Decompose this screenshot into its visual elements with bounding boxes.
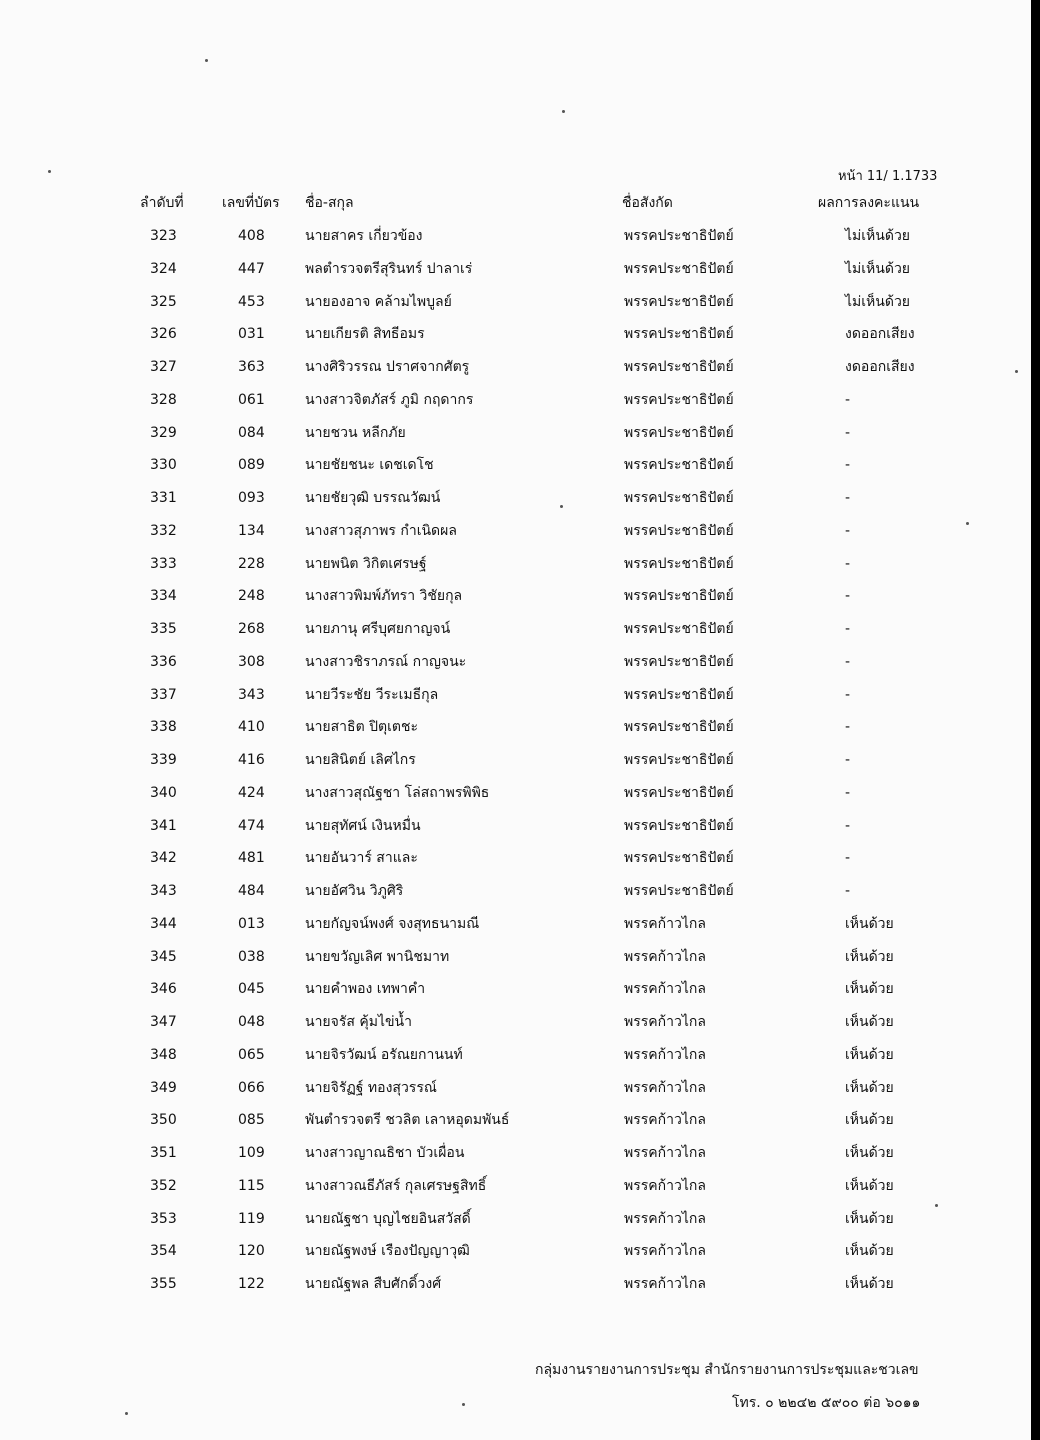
member-name: นายอันวาร์ สาและ [305, 850, 418, 867]
table-row [0, 323, 1031, 345]
vote-result: เห็นด้วย [845, 1079, 894, 1096]
party-name: พรรคก้าวไกล [624, 915, 706, 932]
card-number: 061 [238, 391, 265, 408]
member-name: นางสาวสุณัฐชา โล่สถาพรพิพิธ [305, 784, 490, 801]
member-name: นางสาวจิตภัสร์ ภูมิ กฤดากร [305, 391, 474, 408]
party-name: พรรคก้าวไกล [624, 1210, 706, 1227]
member-name: นายองอาจ คล้ามไพบูลย์ [305, 293, 452, 310]
header-vote-result: ผลการลงคะแนน [818, 195, 920, 211]
table-row [0, 978, 1031, 1000]
party-name: พรรคประชาธิปัตย์ [624, 293, 734, 310]
table-row [0, 1208, 1031, 1230]
party-name: พรรคประชาธิปัตย์ [624, 653, 734, 670]
order-number: 348 [150, 1046, 177, 1063]
party-name: พรรคก้าวไกล [624, 1243, 706, 1260]
card-number: 065 [238, 1046, 265, 1063]
card-number: 363 [238, 359, 265, 375]
card-number: 416 [238, 752, 265, 768]
header-party: ชื่อสังกัด [622, 195, 673, 211]
card-number: 038 [238, 948, 265, 965]
member-name: นายสาคร เกี่ยวข้อง [305, 228, 423, 244]
member-name: นายภานุ ศรีบุศยกาญจน์ [305, 621, 451, 637]
party-name: พรรคประชาธิปัตย์ [624, 490, 734, 506]
table-row [0, 815, 1031, 837]
order-number: 343 [150, 883, 177, 899]
table-row [0, 1240, 1031, 1262]
member-name: นางสาวณธีภัสร์ กุลเศรษฐสิทธิ์ [305, 1177, 487, 1194]
card-number: 119 [238, 1210, 265, 1227]
vote-result: - [845, 621, 851, 637]
scan-speck [462, 1403, 465, 1406]
card-number: 045 [238, 981, 265, 998]
header-order-number: ลำดับที่ [140, 195, 184, 211]
member-name: นายวีระชัย วีระเมธีกุล [305, 686, 439, 703]
party-name: พรรคก้าวไกล [624, 1145, 706, 1161]
card-number: 093 [238, 490, 265, 506]
vote-result: - [845, 752, 851, 768]
table-row [0, 716, 1031, 738]
member-name: นายสุทัศน์ เงินหมื่น [305, 817, 421, 834]
party-name: พรรคประชาธิปัตย์ [624, 326, 734, 343]
order-number: 341 [150, 817, 177, 834]
card-number: 115 [238, 1177, 265, 1194]
order-number: 333 [150, 555, 177, 572]
table-row [0, 422, 1031, 444]
vote-result: - [845, 391, 851, 408]
party-name: พรรคประชาธิปัตย์ [624, 391, 734, 408]
table-row [0, 520, 1031, 542]
card-number: 308 [238, 653, 265, 670]
vote-result: เห็นด้วย [845, 948, 894, 965]
vote-result: งดออกเสียง [845, 326, 915, 343]
party-name: พรรคประชาธิปัตย์ [624, 850, 734, 867]
vote-result: งดออกเสียง [845, 359, 915, 375]
order-number: 349 [150, 1079, 177, 1096]
member-name: นายณัฐพงษ์ เรืองปัญญาวุฒิ [305, 1243, 470, 1260]
scan-speck [560, 505, 563, 508]
page-number: หน้า 11/ 1.1733 [838, 169, 938, 184]
member-name: นายชวน หลีกภัย [305, 424, 406, 441]
vote-result: เห็นด้วย [845, 1014, 894, 1030]
card-number: 084 [238, 424, 265, 441]
order-number: 342 [150, 850, 177, 867]
member-name: นายจิรวัฒน์ อรัณยกานนท์ [305, 1046, 463, 1063]
order-number: 352 [150, 1177, 177, 1194]
header-name: ชื่อ-สกุล [305, 195, 354, 211]
card-number: 134 [238, 522, 265, 539]
table-row [0, 1077, 1031, 1099]
table-row [0, 291, 1031, 313]
vote-result: เห็นด้วย [845, 1046, 894, 1063]
table-row [0, 1044, 1031, 1066]
card-number: 453 [238, 293, 265, 310]
table-row [0, 651, 1031, 673]
card-number: 085 [238, 1112, 265, 1129]
table-row [0, 454, 1031, 476]
table-row [0, 913, 1031, 935]
footer-department: กลุ่มงานรายงานการประชุม สำนักรายงานการประชุมและชวเลข [535, 1362, 919, 1378]
vote-result: เห็นด้วย [845, 1145, 894, 1161]
card-number: 048 [238, 1014, 265, 1030]
table-row [0, 1011, 1031, 1033]
order-number: 345 [150, 948, 177, 965]
party-name: พรรคประชาธิปัตย์ [624, 522, 734, 539]
order-number: 330 [150, 457, 177, 474]
party-name: พรรคประชาธิปัตย์ [624, 588, 734, 605]
vote-result: - [845, 850, 851, 867]
party-name: พรรคประชาธิปัตย์ [624, 752, 734, 768]
table-row [0, 782, 1031, 804]
vote-result: - [845, 719, 851, 736]
table-row [0, 1273, 1031, 1295]
order-number: 329 [150, 424, 177, 441]
card-number: 424 [238, 784, 265, 801]
member-name: นายณัฐพล สืบศักดิ์วงศ์ [305, 1276, 442, 1292]
order-number: 335 [150, 621, 177, 637]
order-number: 325 [150, 293, 177, 310]
vote-result: เห็นด้วย [845, 981, 894, 998]
vote-result: - [845, 686, 851, 703]
member-name: นางสาวสุภาพร กำเนิดผล [305, 522, 457, 539]
party-name: พรรคก้าวไกล [624, 1276, 706, 1292]
party-name: พรรคประชาธิปัตย์ [624, 457, 734, 474]
member-name: นายสินิตย์ เลิศไกร [305, 752, 416, 768]
order-number: 324 [150, 260, 177, 277]
vote-result: - [845, 588, 851, 605]
table-row [0, 356, 1031, 378]
member-name: นางสาวพิมพ์ภัทรา วิชัยกุล [305, 588, 463, 605]
scan-speck [48, 170, 51, 173]
party-name: พรรคก้าวไกล [624, 948, 706, 965]
member-name: นายอัศวิน วิภูศิริ [305, 883, 404, 899]
table-row [0, 487, 1031, 509]
table-row [0, 946, 1031, 968]
order-number: 323 [150, 228, 177, 244]
party-name: พรรคประชาธิปัตย์ [624, 719, 734, 736]
vote-result: - [845, 555, 851, 572]
party-name: พรรคประชาธิปัตย์ [624, 359, 734, 375]
party-name: พรรคก้าวไกล [624, 1079, 706, 1096]
vote-result: - [845, 490, 851, 506]
table-row [0, 847, 1031, 869]
party-name: พรรคก้าวไกล [624, 1112, 706, 1129]
card-number: 120 [238, 1243, 265, 1260]
card-number: 066 [238, 1079, 265, 1096]
order-number: 354 [150, 1243, 177, 1260]
party-name: พรรคประชาธิปัตย์ [624, 424, 734, 441]
table-row [0, 684, 1031, 706]
party-name: พรรคประชาธิปัตย์ [624, 784, 734, 801]
table-row [0, 225, 1031, 247]
party-name: พรรคก้าวไกล [624, 1046, 706, 1063]
member-name: พันตำรวจตรี ชวลิต เลาหอุดมพันธ์ [305, 1112, 510, 1129]
member-name: นายจรัส คุ้มไข่น้ำ [305, 1014, 412, 1030]
order-number: 326 [150, 326, 177, 343]
order-number: 350 [150, 1112, 177, 1129]
vote-result: เห็นด้วย [845, 1243, 894, 1260]
member-name: นางสาวชิราภรณ์ กาญจนะ [305, 653, 467, 670]
member-name: นายณัฐชา บุญไชยอินสวัสดิ์ [305, 1210, 471, 1227]
member-name: นายชัยชนะ เดชเดโช [305, 457, 434, 474]
vote-result: - [845, 457, 851, 474]
party-name: พรรคก้าวไกล [624, 981, 706, 998]
order-number: 337 [150, 686, 177, 703]
member-name: นายพนิต วิกิตเศรษฐ์ [305, 555, 427, 572]
order-number: 339 [150, 752, 177, 768]
table-row [0, 1175, 1031, 1197]
member-name: นายกัญจน์พงศ์ จงสุทธนามณี [305, 915, 480, 932]
party-name: พรรคก้าวไกล [624, 1177, 706, 1194]
card-number: 109 [238, 1145, 265, 1161]
vote-result: เห็นด้วย [845, 1276, 894, 1292]
party-name: พรรคประชาธิปัตย์ [624, 228, 734, 244]
party-name: พรรคประชาธิปัตย์ [624, 883, 734, 899]
card-number: 031 [238, 326, 265, 343]
scan-speck [1015, 370, 1018, 373]
table-row [0, 880, 1031, 902]
order-number: 331 [150, 490, 177, 506]
card-number: 248 [238, 588, 265, 605]
scan-speck [125, 1412, 128, 1415]
scan-speck [205, 59, 208, 62]
member-name: นายเกียรติ สิทธีอมร [305, 326, 425, 343]
footer-phone: โทร. ๐ ๒๒๔๒ ๕๙๐๐ ต่อ ๖๐๑๑ [732, 1395, 921, 1411]
vote-result: ไม่เห็นด้วย [845, 260, 911, 277]
vote-result: เห็นด้วย [845, 1112, 894, 1129]
member-name: นายขวัญเลิศ พานิชมาท [305, 948, 450, 965]
order-number: 328 [150, 391, 177, 408]
order-number: 347 [150, 1014, 177, 1030]
party-name: พรรคประชาธิปัตย์ [624, 817, 734, 834]
header-card-number: เลขที่บัตร [222, 195, 280, 211]
vote-result: - [845, 522, 851, 539]
order-number: 355 [150, 1276, 177, 1292]
vote-result: ไม่เห็นด้วย [845, 228, 911, 244]
order-number: 334 [150, 588, 177, 605]
vote-result: - [845, 424, 851, 441]
table-row [0, 749, 1031, 771]
table-row [0, 553, 1031, 575]
scan-speck [562, 110, 565, 113]
party-name: พรรคประชาธิปัตย์ [624, 555, 734, 572]
table-row [0, 1142, 1031, 1164]
card-number: 228 [238, 555, 265, 572]
table-row [0, 389, 1031, 411]
vote-result: เห็นด้วย [845, 915, 894, 932]
member-name: นางศิริวรรณ ปราศจากศัตรู [305, 359, 470, 375]
member-name: นายคำพอง เทพาคำ [305, 981, 426, 998]
order-number: 344 [150, 915, 177, 932]
vote-result: - [845, 784, 851, 801]
vote-result: - [845, 883, 851, 899]
card-number: 481 [238, 850, 265, 867]
scan-speck [935, 1204, 938, 1207]
order-number: 351 [150, 1145, 177, 1161]
order-number: 346 [150, 981, 177, 998]
member-name: นางสาวญาณธิชา บัวเผื่อน [305, 1145, 465, 1161]
scan-speck [966, 522, 969, 525]
table-row [0, 258, 1031, 280]
vote-result: - [845, 817, 851, 834]
vote-result: เห็นด้วย [845, 1210, 894, 1227]
party-name: พรรคประชาธิปัตย์ [624, 621, 734, 637]
card-number: 268 [238, 621, 265, 637]
card-number: 122 [238, 1276, 265, 1292]
member-name: นายชัยวุฒิ บรรณวัฒน์ [305, 490, 441, 506]
vote-result: เห็นด้วย [845, 1177, 894, 1194]
party-name: พรรคประชาธิปัตย์ [624, 686, 734, 703]
member-name: นายจิรัฏฐ์ ทองสุวรรณ์ [305, 1079, 437, 1096]
vote-result: - [845, 653, 851, 670]
card-number: 410 [238, 719, 265, 736]
card-number: 013 [238, 915, 265, 932]
party-name: พรรคก้าวไกล [624, 1014, 706, 1030]
card-number: 474 [238, 817, 265, 834]
order-number: 340 [150, 784, 177, 801]
card-number: 343 [238, 686, 265, 703]
party-name: พรรคประชาธิปัตย์ [624, 260, 734, 277]
card-number: 447 [238, 260, 265, 277]
member-name: พลตำรวจตรีสุรินทร์ ปาลาเร่ [305, 260, 473, 277]
table-row [0, 585, 1031, 607]
table-row [0, 618, 1031, 640]
order-number: 353 [150, 1210, 177, 1227]
order-number: 338 [150, 719, 177, 736]
card-number: 089 [238, 457, 265, 474]
card-number: 484 [238, 883, 265, 899]
member-name: นายสาธิต ปิตุเตชะ [305, 719, 419, 736]
order-number: 336 [150, 653, 177, 670]
order-number: 332 [150, 522, 177, 539]
vote-result: ไม่เห็นด้วย [845, 293, 911, 310]
card-number: 408 [238, 228, 265, 244]
table-row [0, 1109, 1031, 1131]
table-header [0, 192, 1031, 214]
order-number: 327 [150, 359, 177, 375]
